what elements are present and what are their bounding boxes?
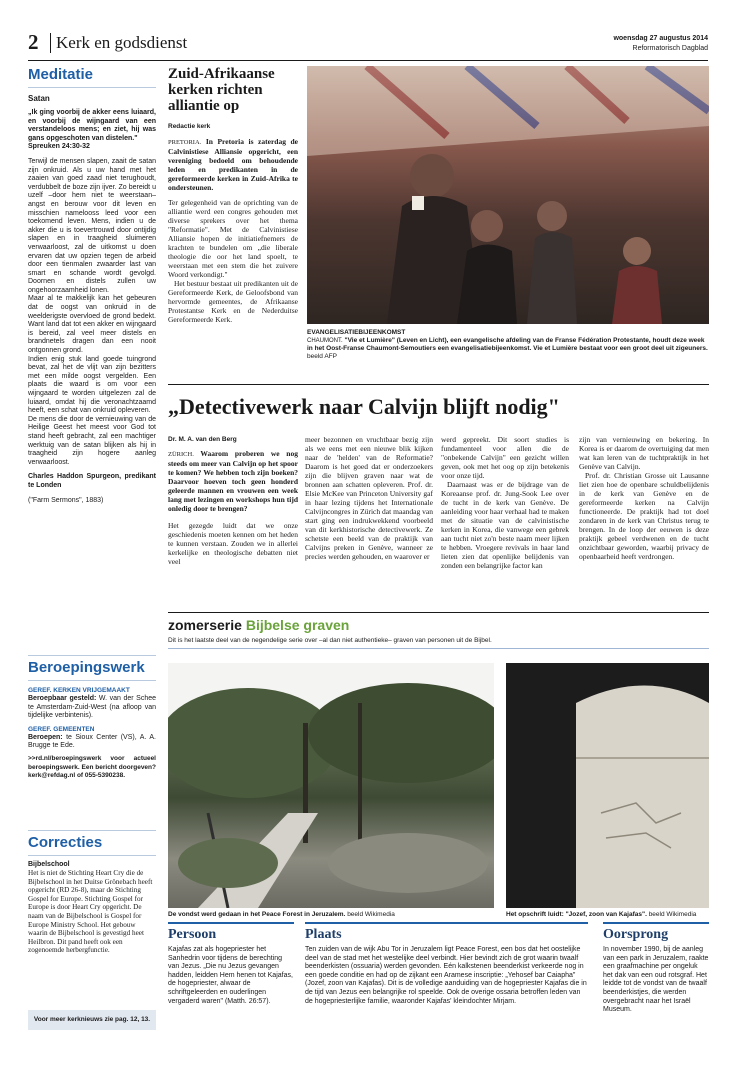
zuid-afrika-headline: Zuid-Afrikaanse kerken richten alliantie op: [168, 66, 275, 114]
correcties-top-rule: [28, 830, 156, 831]
meditatie-rule: [28, 87, 156, 88]
detective-body-3: werd gepreekt. Dit soort studies is fundamenteel voor allen die de "onbekende Calvijn" een gezicht willen geven, ook met het oog op zijn betekenis voor onze tijd.: [441, 435, 569, 480]
plaats-body: Ten zuiden van de wijk Abu Tor in Jeruzalem ligt Peace Forest, een bos dat het oostelijke deel van de stad met het westelijke deel verbindt. Hier bevindt zich de grot waarin twaalf beenderkisten (ossuaria) werden gevonden. Eén kalkstenen beenderkist verkeerde nog in een goede conditie en had op de zijkant een Aramese inscriptie: „Yehosef bar Caiapha" (Jozef, zoon van Kajafas). Dit is de volledige aanduiding van de hogepriester Kajafas die in de tijd van Jezus een belangrijke rol speelde. Ook de overige ossaria betroffen leden van de hogepriesterlijke familie, waaronder Kajafas' kleindochter Mirjam.: [305, 946, 587, 1005]
beroepingswerk-group1-label: GEREF. KERKEN VRIJGEMAAKT: [28, 687, 130, 694]
beroepingswerk-top-rule: [28, 655, 156, 656]
beroepingswerk-group2-label: GEREF. GEMEENTEN: [28, 725, 95, 733]
correcties-title: Correcties: [28, 834, 103, 851]
forest-path-illustration: [168, 663, 494, 908]
zuid-afrika-lead: In Pretoria is zaterdag de Calvinistiese Alliansie opgericht, een vereniging bedoeld om behoudende leden en predikanten in de gereformeerde kerken in Zuid-Afrika te ondersteunen.: [168, 137, 299, 192]
beroepingswerk-title: Beroepingswerk: [28, 659, 145, 676]
correcties-rule: [28, 855, 156, 856]
detective-col-4: [579, 435, 709, 561]
detective-body-2: meer bezonnen en vruchtbaar bezig zijn als we eens met een nieuwe blik kijken naar de 'helden' van de Reformatie? Daarom is het goed dat er onderzoekers zijn die blijven graven naar wat de bronnen aan schatten opleveren. Prof. dr. Elsie McKee van Princeton University gaf in haar lezing tijdens het Internationale Calvijncongres in Zürich dat maandag van start ging een indrukwekkend voorbeeld van dit kerkhistorische detectivewerk. Ze schetste een beeld van de praktijk van Calvijns preken in Genève, wanneer ze precies werden gehouden, en waarover er: [305, 435, 433, 561]
meditatie-reference: Spreuken 24:30-32: [28, 143, 90, 151]
detective-byline: Dr. M. A. van den Berg: [168, 436, 237, 443]
ossuary-credit: beeld Wikimedia: [648, 911, 697, 918]
header-rule: [28, 60, 708, 61]
oorsprong-rule: [603, 922, 709, 924]
meditatie-author: Charles Haddon Spurgeon, predikant te Londen: [28, 473, 156, 489]
beroepingswerk-link[interactable]: >>rd.nl/beroepingswerk voor actueel beroepingswerk. Een bericht doorgeven? kerk@refdag.nl of 055-5390238.: [28, 754, 156, 780]
zuid-afrika-body: Ter gelegenheid van de oprichting van de alliantie werd een congres gehouden met diverse sprekers over het thema "Reformatie". Met de Calvinistiese Alliansie hopen de initiatiefnemers de krachten te bundelen om „die liberale theologie die oor het land spoelt, te weerstaan met een stem die het zuivere Woord verkondigt.": [168, 198, 298, 279]
zomerserie-title: Bijbelse graven: [245, 617, 350, 633]
detective-body-3b: Daarnaast was er de bijdrage van de Koreaanse prof. dr. Jung-Sook Lee over de tucht in de kerk van Genève. De aanleiding voor haar verhaal had te maken met de situatie van de calvinistische kerken in Korea, die vanwege een gebrek aan tucht niet zo'n beste naam meer lijken te hebben. Vroegere revivals in haar land lieten zien dat openlijke belijdenis van zonden een belangrijke factor kan: [441, 480, 569, 570]
paper-name: Reformatorisch Dagblad: [632, 45, 708, 52]
zomerserie-intro-rule: [168, 648, 709, 649]
plaats-box: [305, 922, 588, 1006]
peace-forest-caption: [168, 911, 494, 919]
beroepingswerk-group2-bold: Beroepen:: [28, 733, 63, 741]
beroepingswerk-box: [28, 655, 156, 781]
main-photo-caption-label: EVANGELISATIEBIJEENKOMST: [307, 329, 406, 336]
tent-crowd-illustration: [307, 66, 709, 324]
ossuary-photo: [506, 663, 709, 908]
zomerserie-divider: [168, 612, 709, 613]
detective-body-4b: Prof. dr. Christian Grosse uit Lausanne liet zien hoe de openbare schuldbelijdenis in de kerk van Genève en de gereformeerde kerken na Calvijn functioneerde. De praktijk had tot doel zondaren in de kerk van Christus terug te brengen. In de loop der eeuwen is deze praktijk gebeel verdwenen en de tucht onzichtbaar geworden, waarbij privacy de openbaarheid heeft verdrongen.: [579, 471, 709, 561]
main-photo-caption-text: "Vie et Lumière" (Leven en Licht), een evangelische afdeling van de Franse Fédération Protestante, houdt deze week in het Oost-Franse Chaumont-Semoutiers een evangelisatiebijeenkomst. Vie et Lumière bestaat voor een groot deel uit zigeuners.: [307, 337, 708, 352]
meditatie-column: [28, 66, 156, 505]
meditatie-body-2: Maar al te makkelijk kan het gebeuren dat de oogst van onkruid in de weelderigste overvloed de grond bedekt. Want land dat tot een akker en wijngaard is bereid, zal veel meer distels en brandnetels dragen dan een nooit ontgonnen grond.: [28, 295, 156, 355]
ossuary-caption-text: Het opschrift luidt: "Jozef, zoon van Kajafas".: [506, 911, 647, 918]
persoon-body: Kajafas zat als hogepriester het Sanhedrin voor tijdens de berechting van Jezus. „Die nu Jezus gevangen hadden, leidden Hem henen tot Kajafas, de hogepriester, alwaar de schriftgeleerden en ouderlingen vergaderd waren" (Matth. 26:57).: [168, 946, 293, 1005]
oorsprong-title: Oorsprong: [603, 927, 669, 942]
beroepingswerk-group1-text: W. van der Schee te Amsterdam-Zuid-West (na afloop van tijdelijke verbintenis).: [28, 695, 156, 720]
evangelisation-photo: [307, 66, 709, 324]
detective-lead: Waarom proberen we nog steeds om meer van Calvijn op het spoor te komen? We hebben toch zijn boeken? Daarvoor hoeven toch geen honderd geleerde mannen en vrouwen een week lang met lezingen en workshops hun tijd onledig door te brengen?: [168, 449, 298, 513]
persoon-rule: [168, 922, 294, 924]
zomerserie-heading: [168, 616, 709, 634]
beroepingswerk-rule: [28, 680, 156, 681]
more-news-text: Voor meer kerknieuws zie pag. 12, 13.: [33, 1016, 151, 1023]
detective-place: ZÜRICH.: [168, 451, 194, 458]
header-divider: [50, 33, 51, 53]
plaats-rule: [305, 922, 588, 924]
persoon-box: [168, 922, 294, 1006]
correcties-subtitle: Bijbelschool: [28, 861, 70, 868]
zuid-afrika-body-2: Het bestuur bestaat uit predikanten uit de Gereformeerde Kerk, de Geloofsbond van hervormde gemeentes, de Afrikaanse Protestantse Kerk en de Nederduitse Gereformeerde Kerk.: [168, 279, 298, 324]
peace-forest-caption-text: De vondst werd gedaan in het Peace Forest in Jeruzalem.: [168, 911, 346, 918]
detective-col-2: [305, 435, 433, 561]
oorsprong-body: In november 1990, bij de aanleg van een park in Jeruzalem, raakte een graafmachine per ongeluk het dak van een oud rotsgraf. Het leidde tot de vondst van de twaalf beenderkistjes, die werden overgebracht naar het Israël Museum.: [603, 946, 709, 1014]
detective-body-1: Het gezegde luidt dat we onze geschiedenis moeten kennen om het heden te kunnen verstaan. Zouden we in allerlei kerkelijke en theologische debatten niet veel: [168, 521, 298, 566]
meditatie-subtitle: Satan: [28, 94, 50, 103]
zuid-afrika-article: [168, 66, 298, 324]
main-photo-caption-place: CHAUMONT.: [307, 338, 343, 344]
correcties-box: [28, 830, 156, 955]
meditatie-body: Terwijl de mensen slapen, zaait de satan zijn onkruid. Als u uw hand met het zaaien van goed zaad niet terughoudt, verdubbelt de boze zijn ijver. Zo bereidt u uzelf –door hem niet te weerstaan– angst en berouw voor dit leven en misschien namelooss leed voor een toekomend leven. Mens, indien u de akker die u is toevertrouwd door ontijdig slapen en in traagheid sluimeren verwaarloost, zal de uitkomst u doen ervaren dat uw opzien tegen de arbeid door een tienmalen zwaarder last van smart en schande wordt gevolgd. Doornen en distels zullen uw ongehoorzaamheid lonen.: [28, 157, 156, 294]
oorsprong-box: [603, 922, 709, 1015]
plaats-title: Plaats: [305, 927, 342, 942]
peace-forest-credit: beeld Wikimedia: [347, 911, 395, 918]
detective-headline: „Detectivewerk naar Calvijn blijft nodig": [168, 394, 560, 419]
detective-col-1: [168, 449, 298, 566]
persoon-title: Persoon: [168, 927, 217, 942]
section-title: Kerk en godsdienst: [56, 33, 188, 52]
zuid-afrika-place: PRETORIA.: [168, 139, 202, 146]
more-news-footer[interactable]: [28, 1010, 156, 1030]
ossuary-illustration: [506, 663, 709, 908]
meditatie-body-4: De mens die door de vernieuwing van de Heilige Geest het meest voor God tot stand heeft gebracht, zal een machtiger werktuig van de satan blijken als hij in traagheid zijn hogere aanleg verwaarloost.: [28, 415, 156, 466]
peace-forest-photo: [168, 663, 494, 908]
ossuary-caption: [506, 911, 709, 919]
zomerserie-intro: Dit is het laatste deel van de negendelige serie over –al dan niet authentieke– graven van personen uit de Bijbel.: [168, 637, 492, 644]
page-number: 2: [28, 30, 39, 54]
detective-divider: [168, 384, 709, 385]
meditatie-body-3: Indien enig stuk land goede tuingrond bevat, zal het de vlijt van zijn bezitters met een milde oogst vergelden. Een plaats die waard is om voor een wijngaard te worden uitgelezen zal de luiaard, omdat hij die veronachtzaamd heeft, een schat van onkruid opleveren.: [28, 355, 156, 415]
zomerserie-kicker: zomerserie: [168, 617, 242, 633]
detective-body-4: zijn van vernieuwing en bekering. In Korea is er daarom de overtuiging dat men wat kan leren van de tuchtpraktijk in het Genève van Calvijn.: [579, 435, 709, 471]
meditatie-source: ("Farm Sermons", 1883): [28, 496, 104, 504]
main-photo-caption: [307, 329, 709, 361]
beroepingswerk-group1-bold: Beroepbaar gesteld:: [28, 695, 97, 702]
issue-date: woensdag 27 augustus 2014: [613, 35, 708, 42]
detective-col-3: [441, 435, 569, 570]
main-photo-credit: beeld AFP: [307, 353, 337, 360]
zuid-afrika-byline: Redactie kerk: [168, 123, 211, 130]
meditatie-quote: „Ik ging voorbij de akker eens luiaard, en voorbij de wijngaard van een verstandeloos mens; en ziet, hij was gans opgeschoten van distelen.": [28, 109, 156, 142]
meditatie-title: Meditatie: [28, 66, 94, 83]
beroepingswerk-group2-text: te Sioux Center (VS), A. A. Brugge te Ede.: [28, 733, 156, 750]
correcties-body: Het is niet de Stichting Heart Cry die de Bijbelschool in het Duitse Grönebach heeft opgericht (RD 26-8), maar de Stichting Gospel for Europe. Stichting Gospel for Europe is door Heart Cry opgericht. De naam van de Bijbelschool is Gospel for Europe Ministry School. Het gebouw waarin de Bijbelschool is gevestigd heet Heilbron. Dit pand heeft ook een zogenoemde herbergfunctie.: [28, 869, 153, 955]
